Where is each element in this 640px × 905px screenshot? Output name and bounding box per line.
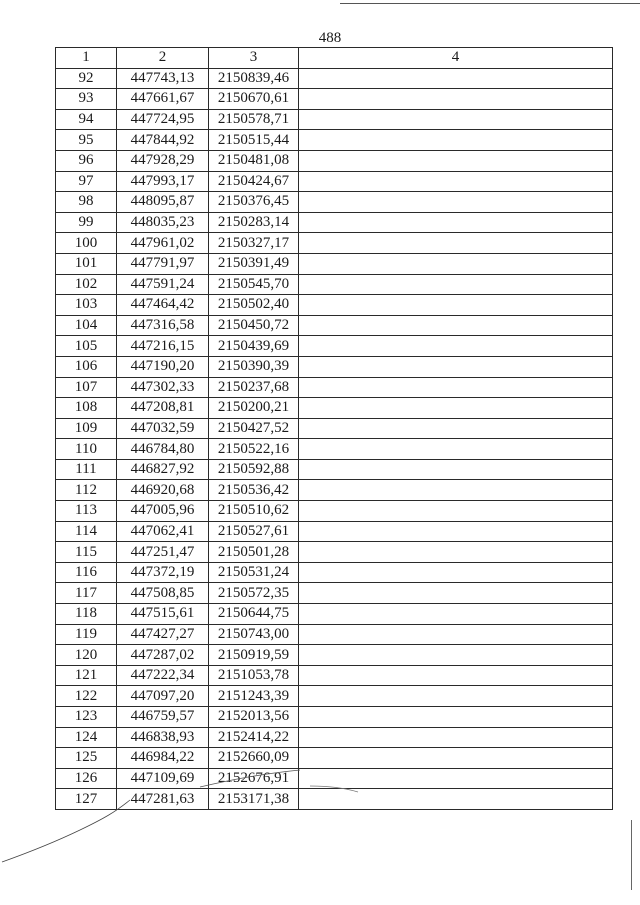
table-cell: 447109,69: [117, 768, 209, 789]
table-cell: 98: [56, 192, 117, 213]
table-cell: 92: [56, 68, 117, 89]
table-cell: 105: [56, 336, 117, 357]
table-cell: 447791,97: [117, 253, 209, 274]
table-cell: 123: [56, 707, 117, 728]
table-row: [56, 727, 613, 748]
column-header: 2: [117, 48, 209, 69]
table-cell: [299, 212, 613, 233]
table-cell: [299, 439, 613, 460]
table-cell: 447743,13: [117, 68, 209, 89]
table-cell: 2150200,21: [209, 398, 299, 419]
table-cell: 2150391,49: [209, 253, 299, 274]
table-cell: 446920,68: [117, 480, 209, 501]
table-cell: [299, 89, 613, 110]
table-cell: 121: [56, 665, 117, 686]
table-cell: 2150424,67: [209, 171, 299, 192]
table-cell: 2150450,72: [209, 315, 299, 336]
table-row: [56, 336, 613, 357]
table-row: [56, 665, 613, 686]
table-cell: 447251,47: [117, 542, 209, 563]
table-cell: 447508,85: [117, 583, 209, 604]
table-cell: [299, 686, 613, 707]
table-row: [56, 480, 613, 501]
table-cell: [299, 295, 613, 316]
table-cell: 446784,80: [117, 439, 209, 460]
table-cell: 447515,61: [117, 604, 209, 625]
table-cell: [299, 480, 613, 501]
table-cell: [299, 604, 613, 625]
table-row: [56, 315, 613, 336]
table-cell: 447928,29: [117, 150, 209, 171]
table-cell: 94: [56, 109, 117, 130]
table-cell: 447281,63: [117, 789, 209, 810]
table-cell: 103: [56, 295, 117, 316]
table-cell: [299, 398, 613, 419]
table-row: [56, 748, 613, 769]
table-cell: 124: [56, 727, 117, 748]
table-row: [56, 521, 613, 542]
table-cell: 122: [56, 686, 117, 707]
table-cell: 120: [56, 645, 117, 666]
table-cell: 2150501,28: [209, 542, 299, 563]
table-cell: 2150502,40: [209, 295, 299, 316]
table-row: [56, 171, 613, 192]
table-cell: [299, 192, 613, 213]
table-cell: 111: [56, 459, 117, 480]
table-cell: 2150237,68: [209, 377, 299, 398]
table-cell: 118: [56, 604, 117, 625]
page-edge-line: [631, 820, 632, 890]
table-cell: [299, 418, 613, 439]
coordinates-table: [55, 47, 613, 810]
table-cell: 447316,58: [117, 315, 209, 336]
table-cell: 117: [56, 583, 117, 604]
column-header: 3: [209, 48, 299, 69]
table-cell: 112: [56, 480, 117, 501]
table-cell: 2150439,69: [209, 336, 299, 357]
table-cell: 96: [56, 150, 117, 171]
table-cell: [299, 336, 613, 357]
table-cell: 2150427,52: [209, 418, 299, 439]
table-cell: 101: [56, 253, 117, 274]
table-cell: 447302,33: [117, 377, 209, 398]
table-cell: 2152414,22: [209, 727, 299, 748]
table-cell: 100: [56, 233, 117, 254]
table-cell: 447427,27: [117, 624, 209, 645]
table-cell: 2151053,78: [209, 665, 299, 686]
table-row: [56, 542, 613, 563]
table-cell: 2150545,70: [209, 274, 299, 295]
table-cell: 447032,59: [117, 418, 209, 439]
table-cell: 126: [56, 768, 117, 789]
table-cell: [299, 377, 613, 398]
top-edge-line: [340, 3, 640, 4]
table-cell: 108: [56, 398, 117, 419]
table-row: [56, 459, 613, 480]
table-row: [56, 130, 613, 151]
table-cell: 447844,92: [117, 130, 209, 151]
table-cell: 447222,34: [117, 665, 209, 686]
table-cell: 2150592,88: [209, 459, 299, 480]
table-row: [56, 686, 613, 707]
table-cell: 97: [56, 171, 117, 192]
table-cell: [299, 150, 613, 171]
page-number: 488: [318, 30, 342, 46]
table-cell: 447993,17: [117, 171, 209, 192]
table-cell: 2150510,62: [209, 501, 299, 522]
table-cell: 110: [56, 439, 117, 460]
table-cell: 116: [56, 562, 117, 583]
table-cell: 2150522,16: [209, 439, 299, 460]
table-cell: 2151243,39: [209, 686, 299, 707]
table-cell: 447097,20: [117, 686, 209, 707]
table-cell: 2153171,38: [209, 789, 299, 810]
table-cell: 447287,02: [117, 645, 209, 666]
table-cell: 2150481,08: [209, 150, 299, 171]
table-cell: [299, 789, 613, 810]
table-row: [56, 109, 613, 130]
table-row: [56, 501, 613, 522]
table-cell: 2150839,46: [209, 68, 299, 89]
table-cell: [299, 727, 613, 748]
table-row: [56, 583, 613, 604]
table-cell: [299, 356, 613, 377]
table-cell: [299, 171, 613, 192]
table-cell: 93: [56, 89, 117, 110]
table-row: [56, 192, 613, 213]
table-cell: 446827,92: [117, 459, 209, 480]
table-cell: 2150390,39: [209, 356, 299, 377]
table-row: [56, 68, 613, 89]
table-cell: [299, 130, 613, 151]
table-row: [56, 295, 613, 316]
table-cell: [299, 501, 613, 522]
table-cell: 447190,20: [117, 356, 209, 377]
table-cell: [299, 459, 613, 480]
table-cell: 2152013,56: [209, 707, 299, 728]
table-cell: 107: [56, 377, 117, 398]
table-cell: 2152676,91: [209, 768, 299, 789]
table-cell: 119: [56, 624, 117, 645]
table-cell: [299, 68, 613, 89]
table-row: [56, 274, 613, 295]
table-row: [56, 789, 613, 810]
table-cell: 447216,15: [117, 336, 209, 357]
table-cell: 2150531,24: [209, 562, 299, 583]
table-cell: 125: [56, 748, 117, 769]
table-row: [56, 624, 613, 645]
table-cell: 95: [56, 130, 117, 151]
table-cell: [299, 274, 613, 295]
table-cell: 448095,87: [117, 192, 209, 213]
table-cell: 113: [56, 501, 117, 522]
table-cell: 447661,67: [117, 89, 209, 110]
table-cell: [299, 645, 613, 666]
table-cell: 446759,57: [117, 707, 209, 728]
table-cell: 104: [56, 315, 117, 336]
table-row: [56, 377, 613, 398]
table-row: [56, 562, 613, 583]
table-row: [56, 398, 613, 419]
table-row: [56, 418, 613, 439]
column-header: 1: [56, 48, 117, 69]
table-row: [56, 150, 613, 171]
table-row: [56, 768, 613, 789]
table-cell: 106: [56, 356, 117, 377]
table-cell: [299, 624, 613, 645]
table-cell: 446838,93: [117, 727, 209, 748]
table-row: [56, 604, 613, 625]
table-cell: 127: [56, 789, 117, 810]
table-cell: 447464,42: [117, 295, 209, 316]
table-cell: 2150376,45: [209, 192, 299, 213]
table-cell: 2150572,35: [209, 583, 299, 604]
table-row: [56, 439, 613, 460]
table-cell: 447591,24: [117, 274, 209, 295]
table-row: [56, 212, 613, 233]
table-cell: 447961,02: [117, 233, 209, 254]
table-cell: 447062,41: [117, 521, 209, 542]
table-cell: [299, 583, 613, 604]
table-cell: 115: [56, 542, 117, 563]
table-cell: [299, 748, 613, 769]
table-cell: 447208,81: [117, 398, 209, 419]
table-cell: 2150644,75: [209, 604, 299, 625]
table-cell: 447724,95: [117, 109, 209, 130]
table-cell: 2150536,42: [209, 480, 299, 501]
table-cell: 99: [56, 212, 117, 233]
table-cell: 2150670,61: [209, 89, 299, 110]
table-cell: [299, 665, 613, 686]
table-cell: 109: [56, 418, 117, 439]
table-row: [56, 356, 613, 377]
table-cell: 2150283,14: [209, 212, 299, 233]
table-cell: [299, 768, 613, 789]
column-header: 4: [299, 48, 613, 69]
table-cell: 114: [56, 521, 117, 542]
table-cell: 2152660,09: [209, 748, 299, 769]
table-cell: [299, 233, 613, 254]
table-cell: 2150327,17: [209, 233, 299, 254]
table-cell: [299, 562, 613, 583]
table-row: [56, 253, 613, 274]
table-cell: [299, 521, 613, 542]
table-cell: 2150527,61: [209, 521, 299, 542]
table-cell: 2150578,71: [209, 109, 299, 130]
table-row: [56, 707, 613, 728]
table-cell: 448035,23: [117, 212, 209, 233]
table-row: [56, 233, 613, 254]
table-cell: [299, 542, 613, 563]
table-cell: 447005,96: [117, 501, 209, 522]
table-cell: 102: [56, 274, 117, 295]
table-cell: [299, 315, 613, 336]
table-row: [56, 89, 613, 110]
table-cell: 2150919,59: [209, 645, 299, 666]
table-cell: 2150515,44: [209, 130, 299, 151]
table-body: [56, 68, 613, 809]
table-cell: [299, 109, 613, 130]
table-cell: [299, 253, 613, 274]
table-header-row: [56, 48, 613, 69]
table-cell: 2150743,00: [209, 624, 299, 645]
table-cell: 447372,19: [117, 562, 209, 583]
table-cell: 446984,22: [117, 748, 209, 769]
table-cell: [299, 707, 613, 728]
table-row: [56, 645, 613, 666]
